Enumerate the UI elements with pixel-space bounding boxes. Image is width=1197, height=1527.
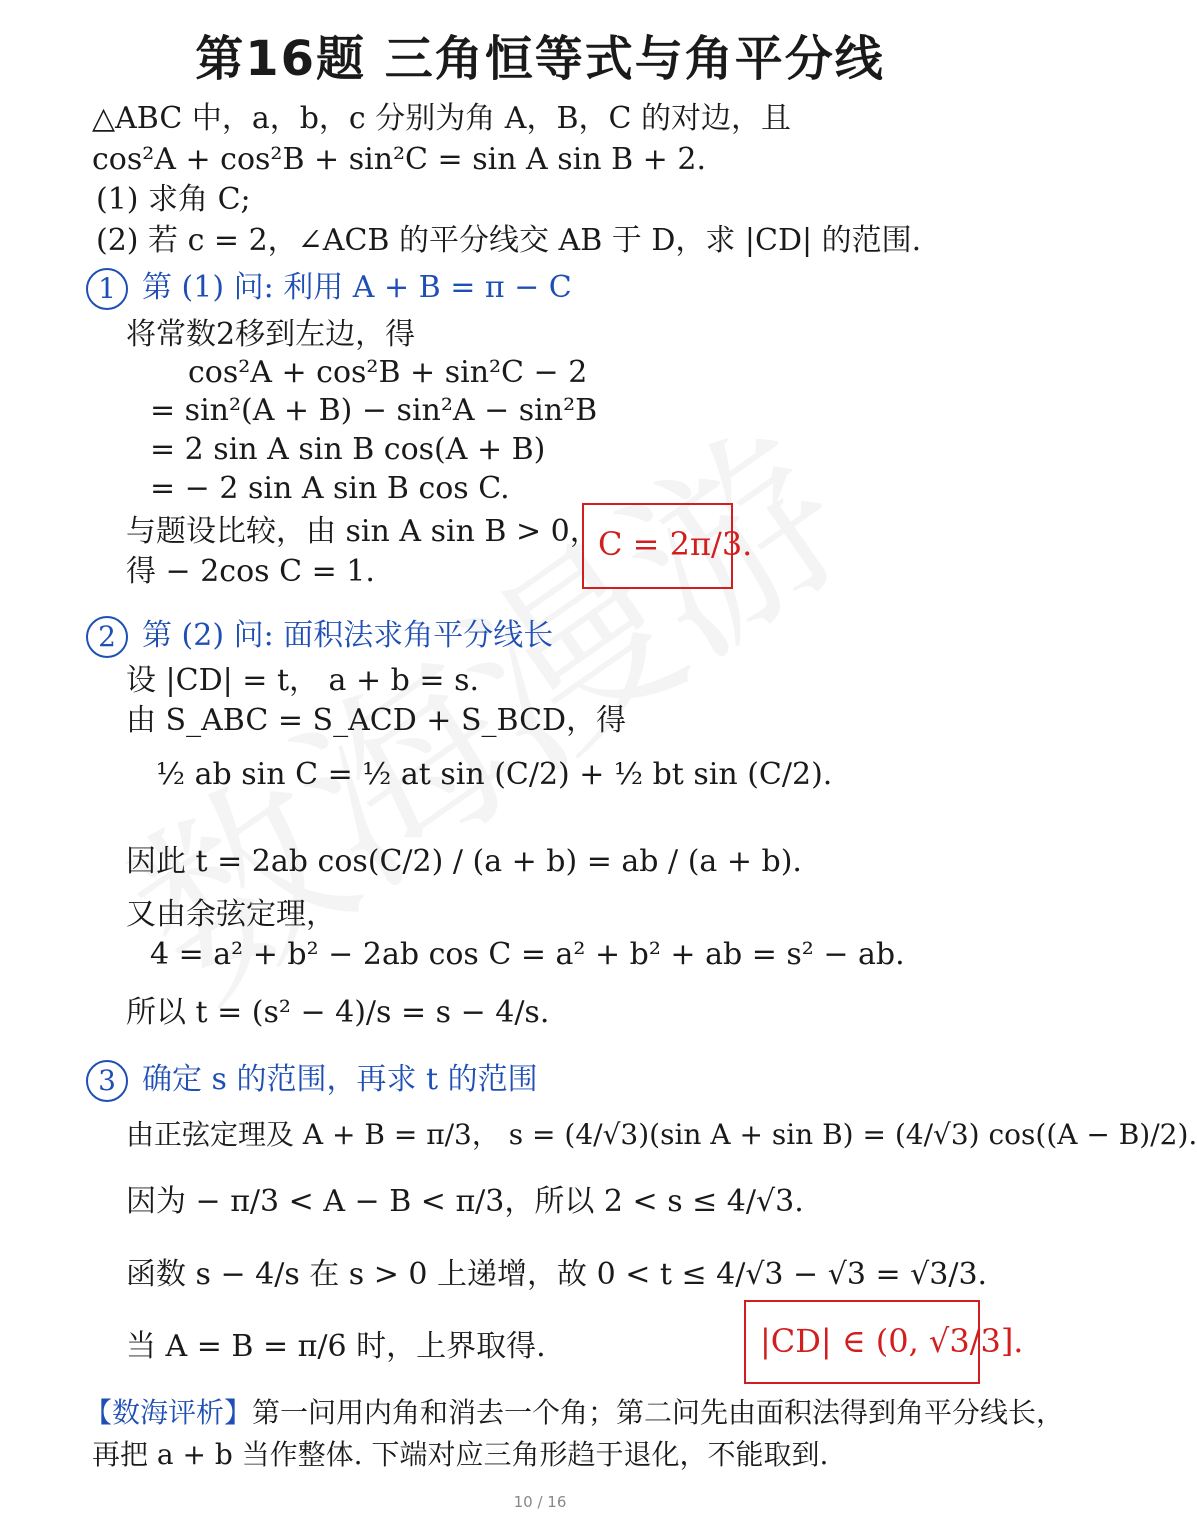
- circled-number-1: 1: [86, 268, 128, 310]
- page-title: 第16题 三角恒等式与角平分线: [195, 31, 885, 87]
- part3-step-1: 由正弦定理及 A + B = π/3， s = (4/√3)(sin A + sin B) = (4/√3) cos((A − B)/2).: [126, 1118, 1197, 1151]
- part3-answer: |CD| ∈ (0, √3/3].: [760, 1322, 1024, 1360]
- part1-step-3: = sin²(A + B) − sin²A − sin²B: [150, 393, 598, 428]
- part1-step-4: = 2 sin A sin B cos(A + B): [150, 432, 546, 467]
- part1-step-5: = − 2 sin A sin B cos C.: [150, 471, 510, 506]
- comment-line-2: 再把 a + b 当作整体. 下端对应三角形趋于退化，不能取到.: [92, 1438, 829, 1471]
- part2-heading: 2 第 (2) 问: 面积法求角平分线长: [86, 616, 553, 658]
- part1-step-6: 与题设比较，由 sin A sin B > 0，: [126, 514, 600, 549]
- part2-step-3: ½ ab sin C = ½ at sin (C/2) + ½ bt sin (C/2).: [156, 757, 833, 792]
- part2-step-6: 4 = a² + b² − 2ab cos C = a² + b² + ab = s² − ab.: [150, 937, 905, 972]
- part3-heading: 3 确定 s 的范围，再求 t 的范围: [86, 1060, 538, 1102]
- problem-line-3: (1) 求角 C;: [96, 182, 251, 217]
- circled-number-2: 2: [86, 616, 128, 658]
- part3-step-2: 因为 − π/3 < A − B < π/3，所以 2 < s ≤ 4/√3.: [126, 1184, 804, 1219]
- circled-number-3: 3: [86, 1060, 128, 1102]
- page-number: 10 / 16: [513, 1493, 567, 1511]
- part3-step-4: 当 A = B = π/6 时，上界取得.: [126, 1329, 546, 1364]
- part2-step-5: 又由余弦定理，: [126, 897, 336, 932]
- part1-step-2: cos²A + cos²B + sin²C − 2: [188, 355, 588, 390]
- problem-line-1: △ABC 中，a，b，c 分别为角 A，B，C 的对边，且: [92, 101, 791, 136]
- part2-step-1: 设 |CD| = t， a + b = s.: [126, 663, 479, 698]
- part1-answer: C = 2π/3.: [598, 525, 753, 563]
- comment-label: 【数海评析】: [84, 1396, 253, 1429]
- part3-step-3: 函数 s − 4/s 在 s > 0 上递增，故 0 < t ≤ 4/√3 − √3 = √3/3.: [126, 1257, 988, 1292]
- problem-line-4: (2) 若 c = 2，∠ACB 的平分线交 AB 于 D，求 |CD| 的范围.: [96, 223, 922, 258]
- comment-line-1: 【数海评析】第一问用内角和消去一个角；第二问先由面积法得到角平分线长，: [84, 1396, 1065, 1429]
- part1-heading: 1 第 (1) 问: 利用 A + B = π − C: [86, 268, 572, 310]
- part1-step-1: 将常数2移到左边，得: [126, 317, 416, 352]
- part2-step-7: 所以 t = (s² − 4)/s = s − 4/s.: [126, 995, 550, 1030]
- part2-step-2: 由 S_ABC = S_ACD + S_BCD，得: [126, 703, 627, 738]
- part1-step-7: 得 − 2cos C = 1.: [126, 554, 375, 589]
- part2-step-4: 因此 t = 2ab cos(C/2) / (a + b) = ab / (a + b).: [126, 844, 802, 879]
- problem-line-2: cos²A + cos²B + sin²C = sin A sin B + 2.: [92, 142, 706, 177]
